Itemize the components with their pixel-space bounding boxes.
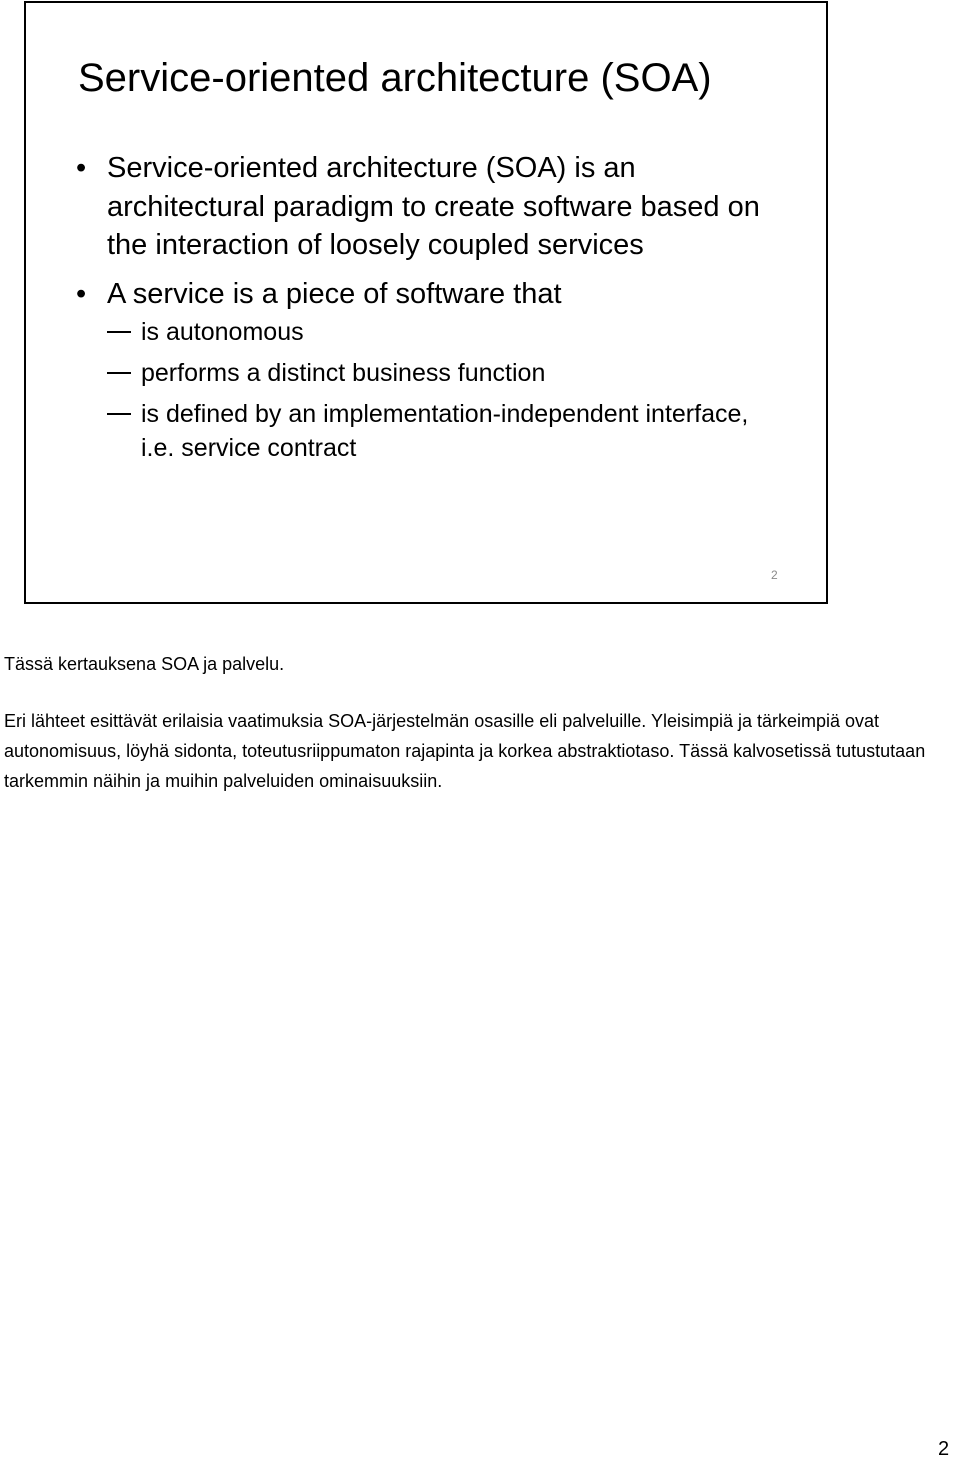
slide-frame <box>24 1 828 604</box>
bullet-dot-icon: • <box>76 277 87 310</box>
sub-bullet-text: is autonomous <box>141 318 304 346</box>
sub-bullet-item <box>107 356 774 390</box>
sub-bullet-text: is defined by an implementation-independent interface, i.e. service contract <box>141 400 749 462</box>
page-number: 2 <box>938 1438 950 1460</box>
sub-bullet-item <box>107 397 774 465</box>
notes-paragraph: Eri lähteet esittävät erilaisia vaatimuksia SOA-järjestelmän osasille eli palveluille. Yleisimpiä ja tärkeimpiä ovat autonomisuus, löyhä sidonta, toteutusriippumaton rajapinta ja korkea abstraktiotaso. Tässä kalvosetissä tutustutaan tarkemmin näihin ja muihin palveluiden ominaisuuksiin. <box>4 711 926 791</box>
speaker-notes <box>4 652 944 796</box>
dash-icon <box>107 331 131 333</box>
dash-icon <box>107 372 131 374</box>
sub-bullet-item <box>107 315 774 349</box>
slide-title: Service-oriented architecture (SOA) <box>78 56 712 100</box>
notes-paragraph: Tässä kertauksena SOA ja palvelu. <box>4 654 285 674</box>
bullet-item <box>74 149 774 265</box>
bullet-list <box>74 149 774 475</box>
sub-bullet-list <box>107 315 774 465</box>
bullet-item <box>74 275 774 466</box>
bullet-text: A service is a piece of software that <box>107 277 562 310</box>
dash-icon <box>107 413 131 415</box>
sub-bullet-text: performs a distinct business function <box>141 359 546 387</box>
bullet-text: Service-oriented architecture (SOA) is an architectural paradigm to create software based on the interaction of loosely coupled services <box>107 152 760 261</box>
bullet-dot-icon: • <box>76 152 87 184</box>
slide-number: 2 <box>771 568 778 582</box>
